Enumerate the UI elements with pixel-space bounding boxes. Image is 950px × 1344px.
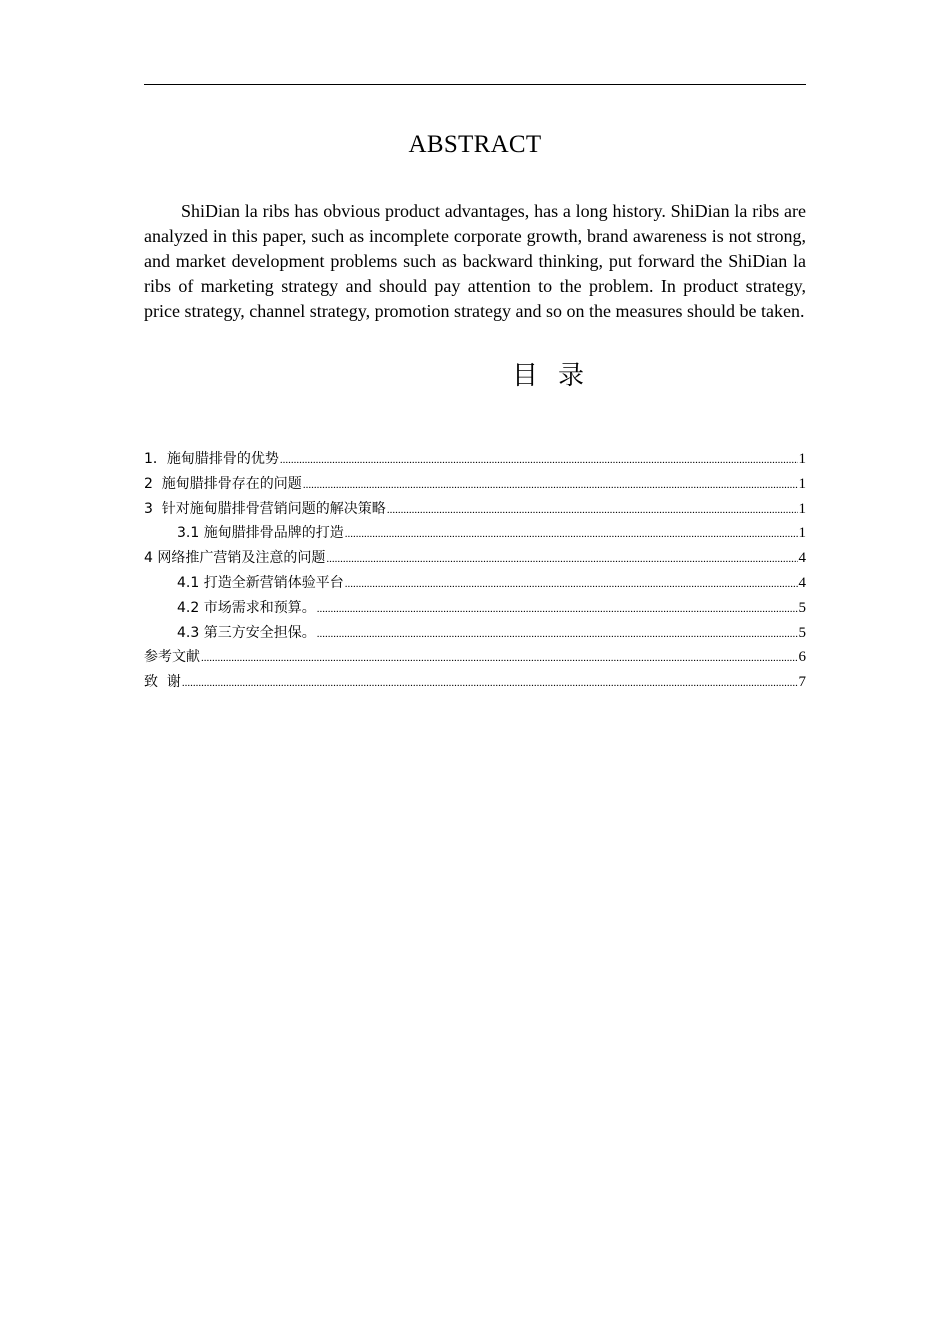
toc-leader-dots — [317, 603, 798, 615]
toc-leader-dots — [387, 504, 798, 516]
toc-entry-label: 4.3 第三方安全担保。 — [177, 624, 316, 641]
toc-subentry[interactable] — [144, 597, 806, 622]
table-of-contents — [144, 448, 806, 696]
header-rule — [144, 84, 806, 85]
toc-entry-page: 1 — [798, 525, 806, 542]
toc-entry-label: 致 谢 — [144, 674, 181, 691]
toc-entry-page: 5 — [798, 624, 806, 641]
toc-entry-page: 7 — [798, 674, 806, 691]
toc-entry-label: 1．施甸腊排骨的优势 — [144, 451, 279, 467]
toc-leader-dots — [280, 454, 798, 466]
toc-leader-dots — [345, 528, 798, 540]
toc-entry-label: 4 网络推广营销及注意的问题 — [144, 550, 326, 567]
abstract-title: ABSTRACT — [408, 131, 542, 158]
abstract-body — [144, 199, 806, 324]
toc-entry-label: 2 施甸腊排骨存在的问题 — [144, 475, 302, 492]
toc-entry[interactable] — [144, 547, 806, 572]
toc-entry-label: 参考文献 — [144, 649, 200, 666]
toc-subentry[interactable] — [144, 522, 806, 547]
toc-entry-page: 5 — [798, 599, 806, 616]
toc-entry-page: 4 — [798, 574, 806, 591]
toc-entry-label: 4.1 打造全新营销体验平台 — [177, 574, 344, 591]
toc-entry[interactable] — [144, 646, 806, 671]
toc-entry-page: 1 — [798, 475, 806, 492]
toc-entry[interactable] — [144, 448, 806, 473]
toc-entry-page: 1 — [798, 451, 806, 467]
toc-entry-label: 4.2 市场需求和预算。 — [177, 599, 316, 616]
toc-leader-dots — [201, 652, 798, 664]
toc-entry[interactable] — [144, 671, 806, 696]
abstract-paragraph: ShiDian la ribs has obvious product advantages, has a long history. ShiDian la ribs are analyzed in this paper, such as incomplete corporate growth, brand awareness is not strong, and market development problems such as backward thinking, put forward the ShiDian la ribs of marketing strategy and should pay attention to the problem. In product strategy, price strategy, channel strategy, promotion strategy and so on the measures should be taken. — [144, 201, 806, 321]
toc-leader-dots — [317, 628, 798, 640]
toc-leader-dots — [345, 578, 798, 590]
toc-entry-page: 4 — [798, 550, 806, 567]
toc-leader-dots — [326, 553, 797, 565]
toc-leader-dots — [182, 677, 798, 689]
toc-entry-label: 3.1 施甸腊排骨品牌的打造 — [177, 525, 344, 542]
toc-entry-page: 6 — [798, 649, 806, 666]
toc-entry-page: 1 — [798, 500, 806, 517]
toc-entry-label: 3 针对施甸腊排骨营销问题的解决策略 — [144, 500, 386, 517]
toc-entry[interactable] — [144, 498, 806, 523]
toc-leader-dots — [303, 479, 798, 491]
toc-subentry[interactable] — [144, 622, 806, 647]
toc-title: 目录 — [512, 361, 605, 391]
toc-entry[interactable] — [144, 473, 806, 498]
toc-subentry[interactable] — [144, 572, 806, 597]
